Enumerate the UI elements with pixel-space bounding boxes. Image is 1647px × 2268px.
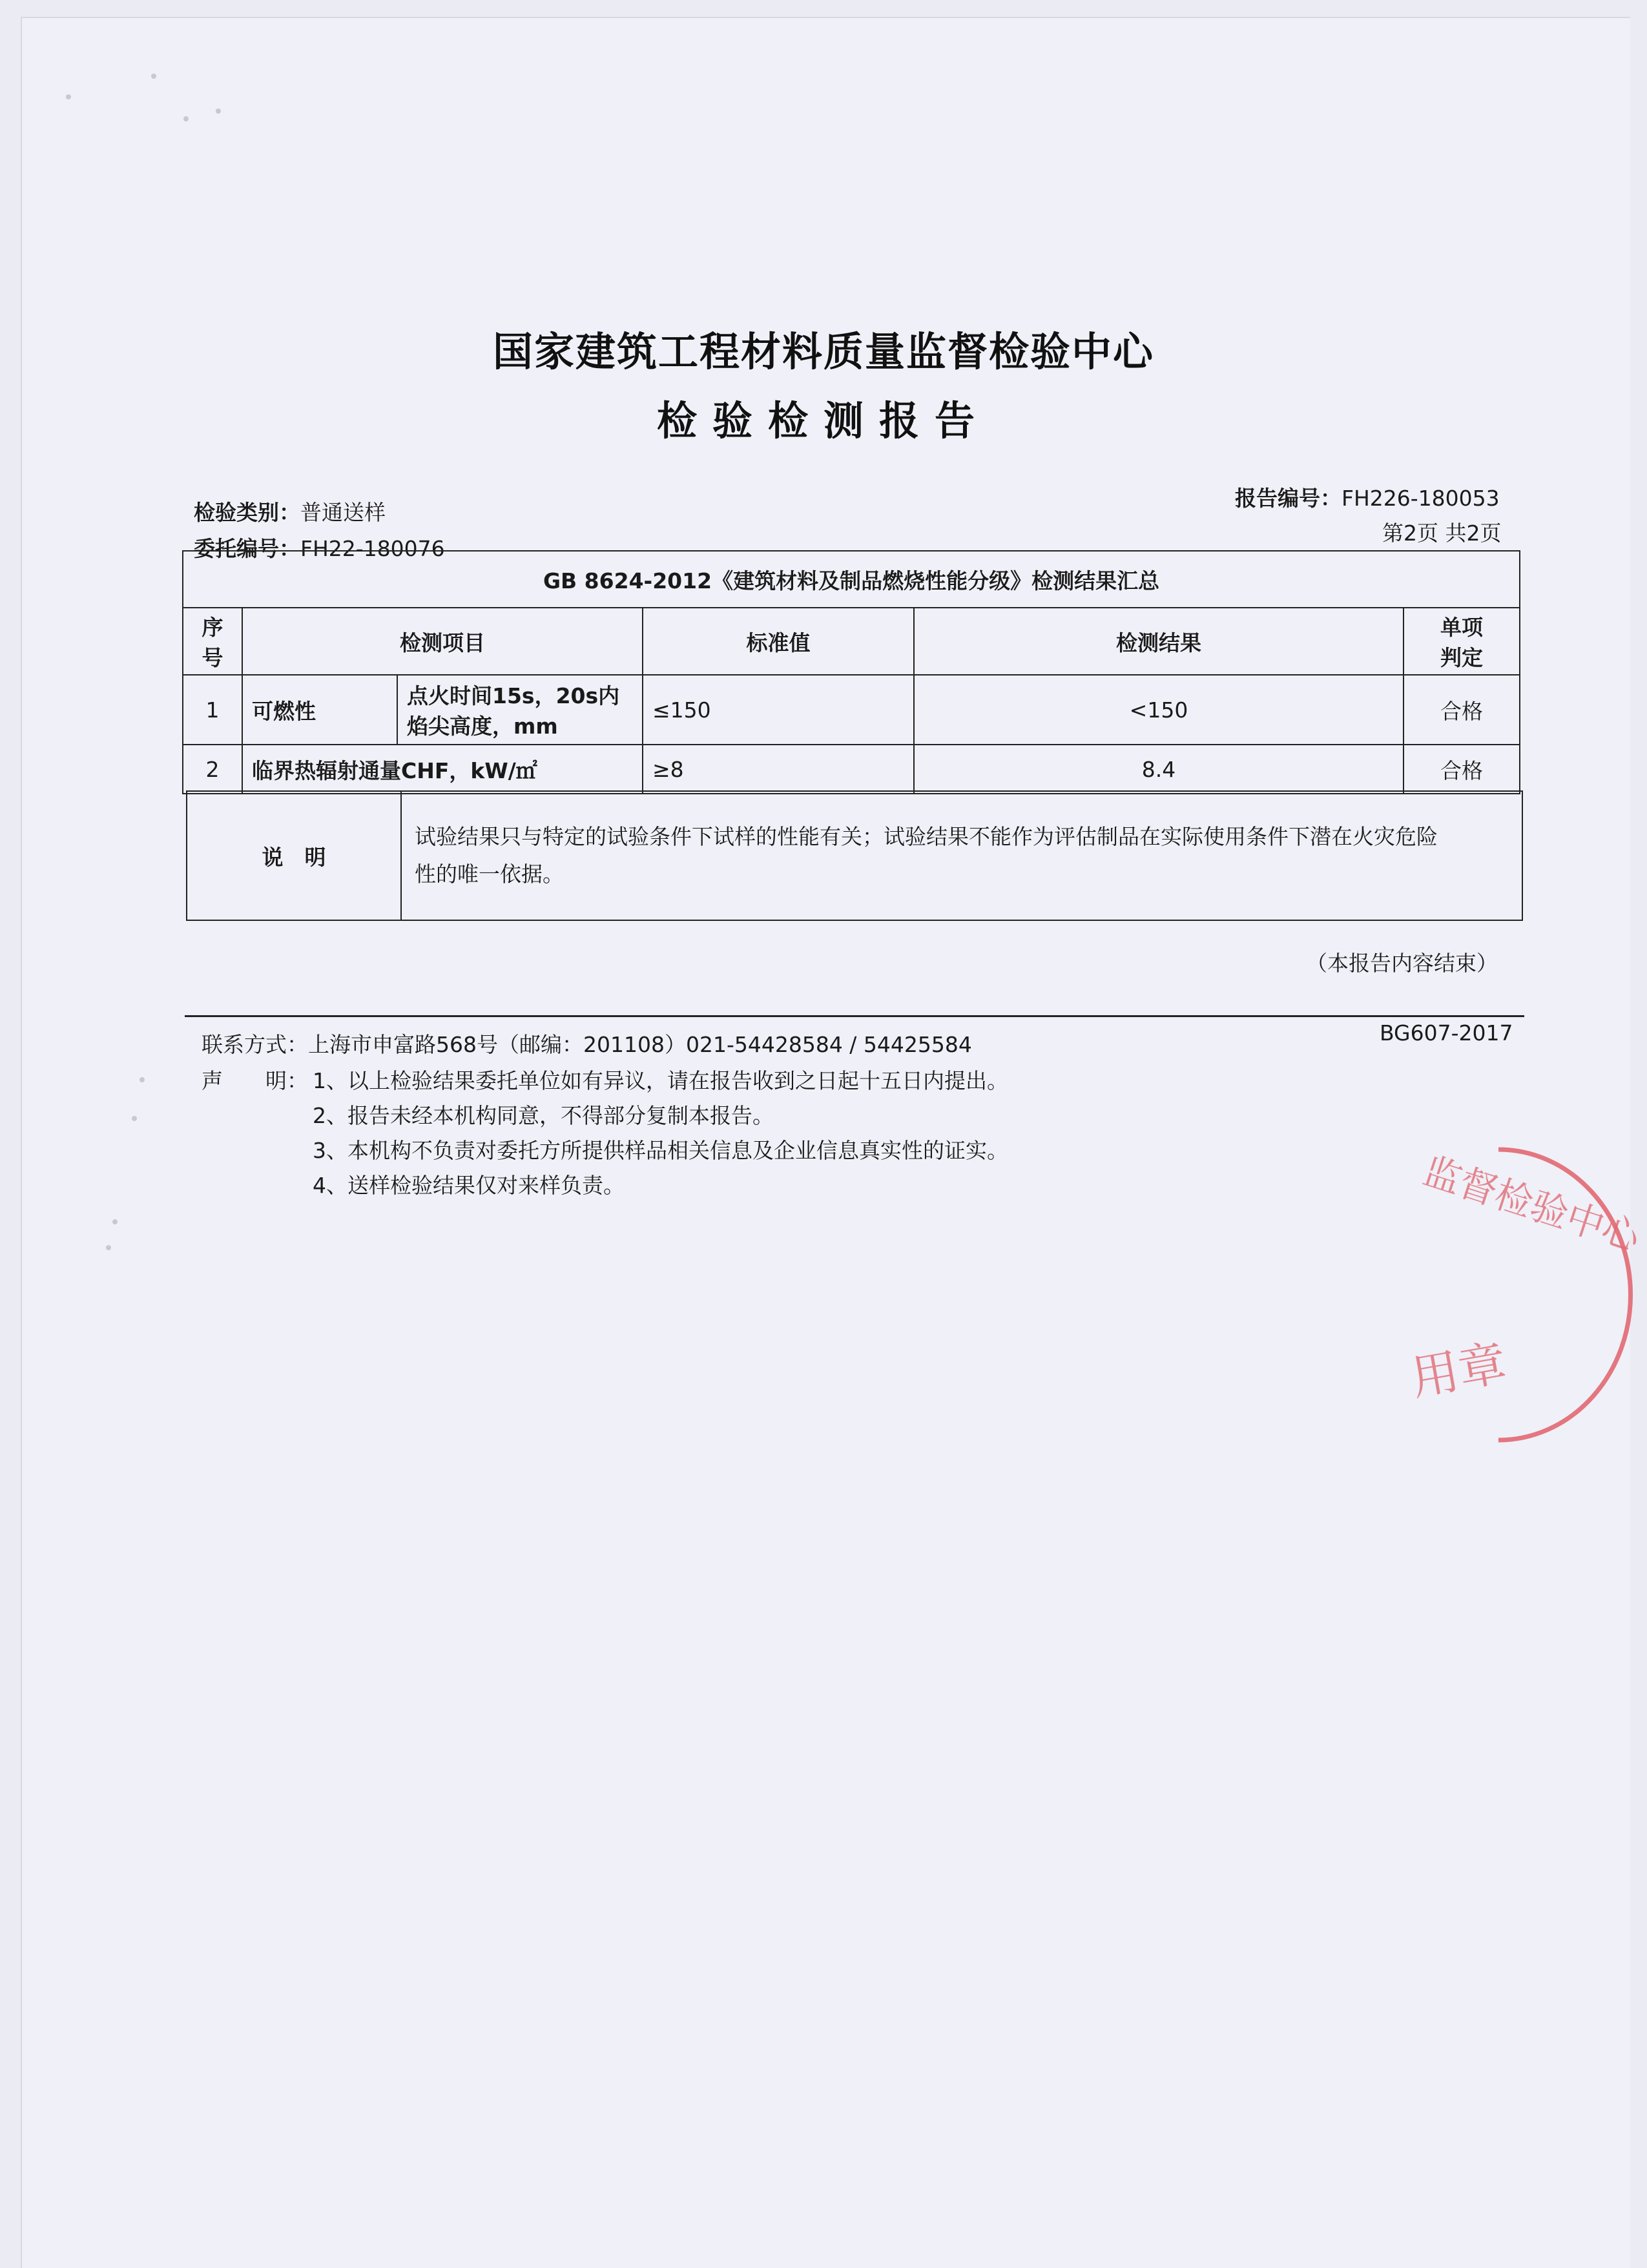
row-item: 可燃性 <box>242 675 397 745</box>
entrust-number: 委托编号：FH22-180076 <box>194 536 445 561</box>
end-of-report: （本报告内容结束） <box>1306 951 1498 976</box>
row-result: 8.4 <box>914 745 1404 794</box>
results-table <box>182 550 1520 794</box>
org-title: 国家建筑工程材料质量监督检验中心 <box>492 328 1154 375</box>
svg-text:监督检验中心: 监督检验中心 <box>1418 1148 1646 1260</box>
page-info: 第2页 共2页 <box>1382 521 1502 546</box>
statement-item: 3、本机构不负责对委托方所提供样品相关信息及企业信息真实性的证实。 <box>313 1138 1008 1163</box>
header-standard: 标准值 <box>643 608 914 675</box>
note-table <box>186 790 1523 921</box>
header-result: 检测结果 <box>914 608 1404 675</box>
report-number: 报告编号：FH226-180053 <box>1235 486 1500 511</box>
header-item: 检测项目 <box>242 608 643 675</box>
footer-divider <box>185 1015 1524 1017</box>
row-subitem: 点火时间15s，20s内 焰尖高度，mm <box>397 675 643 745</box>
row-item: 临界热辐射通量CHF，kW/㎡ <box>242 745 643 794</box>
form-number: BG607-2017 <box>1380 1020 1513 1046</box>
row-standard: ≤150 <box>643 675 914 745</box>
table-row <box>183 675 1520 745</box>
row-no: 2 <box>183 745 242 794</box>
row-no: 1 <box>183 675 242 745</box>
table-caption: GB 8624-2012《建筑材料及制品燃烧性能分级》检测结果汇总 <box>183 551 1520 608</box>
statement-label: 声 明： <box>202 1068 308 1093</box>
note-text: 试验结果只与特定的试验条件下试样的性能有关；试验结果不能作为评估制品在实际使用条件下潜在火灾危险 性的唯一依据。 <box>401 791 1522 920</box>
header-verdict: 单项 判定 <box>1404 608 1520 675</box>
statement-item: 2、报告未经本机构同意，不得部分复制本报告。 <box>313 1103 774 1128</box>
official-seal <box>1382 1143 1647 1453</box>
header-no: 序号 <box>183 608 242 675</box>
contact-info: 联系方式：上海市申富路568号（邮编：201108）021-54428584 / 54425584 <box>202 1032 972 1057</box>
row-standard: ≥8 <box>643 745 914 794</box>
row-verdict: 合格 <box>1404 745 1520 794</box>
table-row <box>183 745 1520 794</box>
statement-item: 4、送样检验结果仅对来样负责。 <box>313 1173 625 1198</box>
test-category: 检验类别：普通送样 <box>194 500 386 525</box>
statement-item: 1、以上检验结果委托单位如有异议，请在报告收到之日起十五日内提出。 <box>313 1068 1008 1093</box>
note-label: 说 明 <box>187 791 401 920</box>
document-title: 检验检测报告 <box>656 397 990 444</box>
svg-text:用章: 用章 <box>1407 1335 1511 1407</box>
row-verdict: 合格 <box>1404 675 1520 745</box>
row-result: <150 <box>914 675 1404 745</box>
